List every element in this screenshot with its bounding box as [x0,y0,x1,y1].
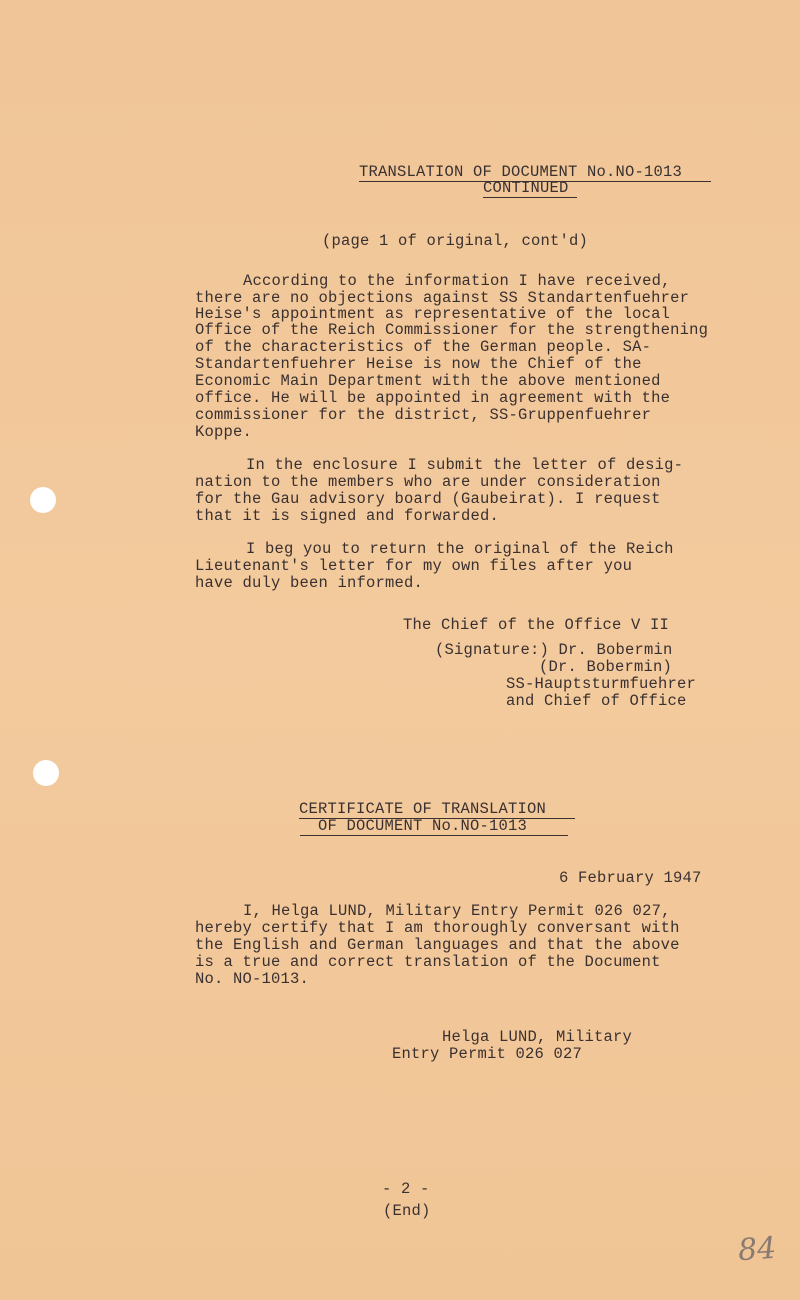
paragraph-line: Standartenfuehrer Heise is now the Chief of the [195,355,642,373]
paragraph-line: commissioner for the district, SS-Gruppenfuehrer [195,406,652,424]
certificate-date: 6 February 1947 [559,869,702,887]
paragraph-line: have duly been informed. [195,574,424,592]
certificate-line: No. NO-1013. [195,970,310,988]
document-title: TRANSLATION OF DOCUMENT No.NO-1013 [359,163,683,181]
signature-line: (Signature:) Dr. Bobermin [435,641,673,659]
signature-office: The Chief of the Office V II [403,616,670,634]
paragraph-line: that it is signed and forwarded. [195,507,500,525]
signature-role: and Chief of Office [506,692,687,710]
paragraph-line: Heise's appointment as representative of the local [195,305,671,323]
paragraph-line: office. He will be appointed in agreement with the [195,389,671,407]
end-marker: (End) [383,1202,431,1220]
paragraph-line: nation to the members who are under consideration [195,473,661,491]
subtitle-underline [483,197,577,198]
paragraph-line: of the characteristics of the German people. SA- [195,338,652,356]
certificate-subtitle: OF DOCUMENT No.NO-1013 [318,817,528,835]
paragraph-line: for the Gau advisory board (Gaubeirat). I request [195,490,661,508]
paragraph-line: Lieutenant's letter for my own files after you [195,557,633,575]
translator-permit: Entry Permit 026 027 [392,1045,583,1063]
paragraph-line: According to the information I have received, [243,272,671,290]
signature-name: (Dr. Bobermin) [539,658,673,676]
handwritten-page-number: 84 [736,1230,778,1269]
page-number: - 2 - [382,1180,430,1198]
document-subtitle: CONTINUED [483,179,569,197]
certificate-line: is a true and correct translation of the Document [195,953,661,971]
page-reference: (page 1 of original, cont'd) [322,232,589,250]
paragraph-line: Koppe. [195,423,253,441]
certificate-title: CERTIFICATE OF TRANSLATION [299,800,547,818]
paragraph-line: there are no objections against SS Standartenfuehrer [195,289,690,307]
punch-hole [30,487,56,513]
certificate-line: the English and German languages and that the above [195,936,680,954]
paragraph-line: I beg you to return the original of the Reich [246,540,674,558]
signature-rank: SS-Hauptsturmfuehrer [506,675,697,693]
translator-signature: Helga LUND, Military [442,1028,633,1046]
certificate-underline [300,835,568,836]
paragraph-line: Office of the Reich Commissioner for the strengthening [195,321,709,339]
paragraph-line: Economic Main Department with the above mentioned [195,372,661,390]
certificate-line: I, Helga LUND, Military Entry Permit 026 027, [243,902,671,920]
paragraph-line: In the enclosure I submit the letter of desig- [246,456,684,474]
certificate-line: hereby certify that I am thoroughly conversant with [195,919,680,937]
punch-hole [33,760,59,786]
